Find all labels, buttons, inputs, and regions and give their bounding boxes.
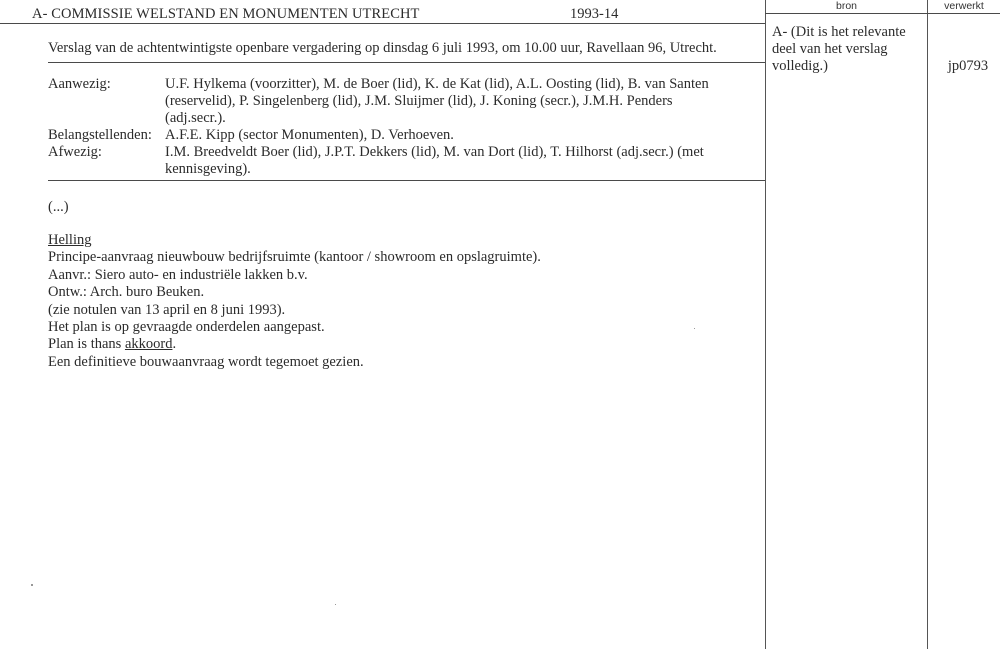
agenda-heading: Helling <box>48 232 92 248</box>
verwerkt-column-header: verwerkt <box>944 0 984 12</box>
bron-column-left-border <box>765 0 766 649</box>
scan-speck <box>335 604 336 605</box>
agenda-line-6 <box>48 336 541 353</box>
verwerkt-column-left-border <box>927 0 928 649</box>
absent-line-2: kennisgeving). <box>165 161 251 177</box>
meeting-divider <box>48 62 765 63</box>
side-header-divider <box>765 13 1000 14</box>
bron-column-header: bron <box>835 0 857 12</box>
verdict-prefix: Plan is thans <box>48 336 125 353</box>
stakeholders-value: A.F.E. Kipp (sector Monumenten), D. Verhoeven. <box>165 127 454 143</box>
attendance-divider <box>48 180 765 181</box>
header-divider <box>0 23 765 24</box>
scan-speck <box>31 584 33 586</box>
agenda-line-1: Principe-aanvraag nieuwbouw bedrijfsruimte (kantoor / showroom en opslagruimte). <box>48 249 541 266</box>
agenda-line-3: Ontw.: Arch. buro Beuken. <box>48 284 205 301</box>
present-line-2: (reservelid), P. Singelenberg (lid), J.M. Sluijmer (lid), J. Koning (secr.), J.M.H. Penders <box>165 93 673 109</box>
absent-value <box>165 144 757 178</box>
document-title: A- COMMISSIE WELSTAND EN MONUMENTEN UTRECHT <box>32 6 420 22</box>
absent-line-1: I.M. Breedveldt Boer (lid), J.P.T. Dekkers (lid), M. van Dort (lid), T. Hilhorst (adj.secr.) (met <box>165 144 704 160</box>
scan-speck <box>694 328 695 329</box>
present-line-1: U.F. Hylkema (voorzitter), M. de Boer (lid), K. de Kat (lid), A.L. Oosting (lid), B. van Santen <box>165 76 709 92</box>
verwerkt-value: jp0793 <box>947 58 989 74</box>
stakeholders-label: Belangstellenden: <box>48 127 152 143</box>
agenda-line-4: (zie notulen van 13 april en 8 juni 1993). <box>48 301 286 318</box>
present-line-3: (adj.secr.). <box>165 110 226 126</box>
agenda-line-5: Het plan is op gevraagde onderdelen aangepast. <box>48 319 325 336</box>
ellipsis: (...) <box>48 199 69 215</box>
present-value <box>165 76 757 127</box>
agenda-line-7: Een definitieve bouwaanvraag wordt tegemoet gezien. <box>48 353 364 370</box>
verdict-suffix: . <box>172 336 177 353</box>
verdict-word: akkoord <box>124 336 173 353</box>
agenda-item <box>48 232 541 371</box>
document-code: 1993-14 <box>570 6 619 22</box>
absent-label: Afwezig: <box>48 144 102 160</box>
present-label: Aanwezig: <box>48 76 111 92</box>
agenda-line-2: Aanvr.: Siero auto- en industriële lakken b.v. <box>48 266 308 283</box>
bron-note: A- (Dit is het relevante deel van het verslag volledig.) <box>772 24 906 74</box>
meeting-description: Verslag van de achtentwintigste openbare vergadering op dinsdag 6 juli 1993, om 10.00 uur, Ravellaan 96, Utrecht. <box>48 40 717 56</box>
